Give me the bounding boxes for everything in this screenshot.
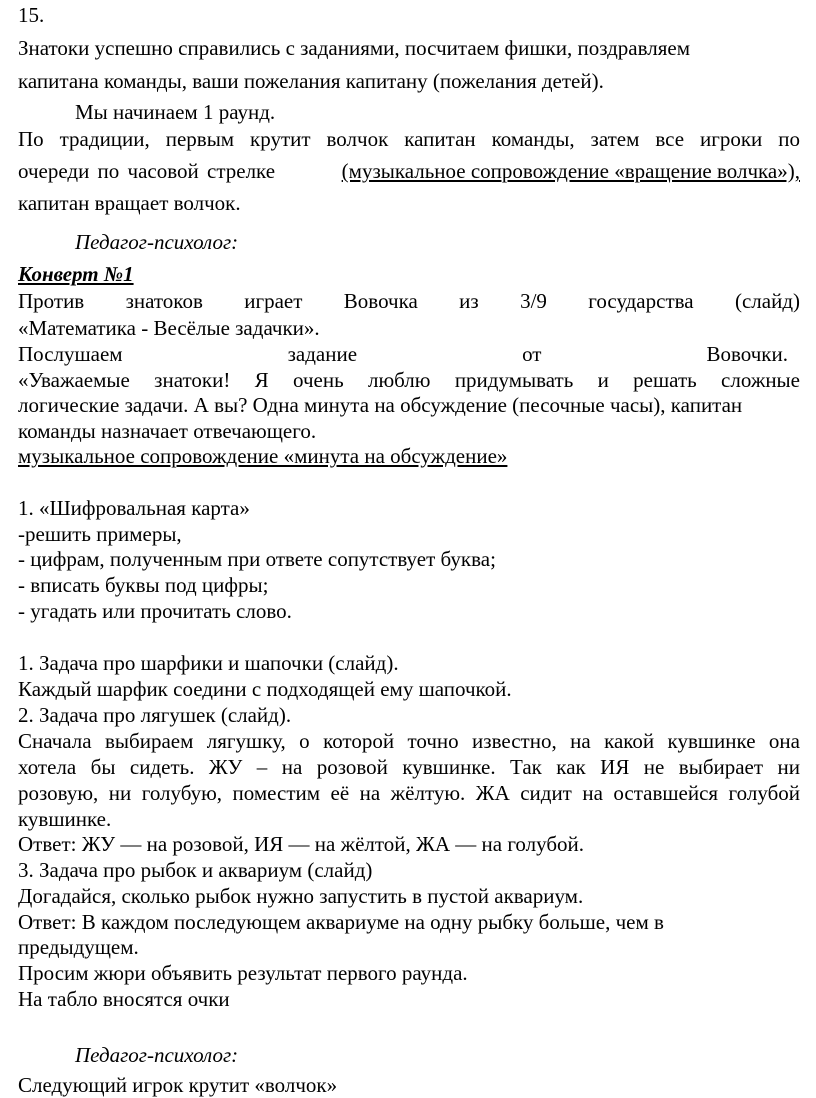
intro-line-2: капитана команды, ваши пожелания капитану (пожелания детей). — [18, 69, 604, 93]
task2-line-3: розовую, ни голубую, поместим её на жёлтую. ЖА сидит на оставшейся голубой — [18, 781, 800, 805]
speaker-label-1: Педагог-психолог: — [75, 230, 239, 254]
cipher-step: -решить примеры, — [18, 522, 182, 546]
envelope-title: Конверт №1 — [18, 262, 134, 286]
against-line-1: Против знатоков играет Вовочка из 3/9 государства (слайд) — [18, 289, 800, 313]
tradition-line-2-text: очереди по часовой стрелке — [18, 159, 276, 183]
score-line: На табло вносятся очки — [18, 987, 230, 1011]
task2-answer: Ответ: ЖУ — на розовой, ИЯ — на жёлтой, ЖА — на голубой. — [18, 832, 585, 856]
jury-line: Просим жюри объявить результат первого раунда. — [18, 961, 468, 985]
task2-line-1: Сначала выбираем лягушку, о которой точно известно, на какой кувшинке она — [18, 729, 800, 753]
tradition-line-1: По традиции, первым крутит волчок капитан команды, затем все игроки по — [18, 127, 800, 151]
round-start: Мы начинаем 1 раунд. — [75, 100, 276, 124]
task1-text: Каждый шарфик соедини с подходящей ему шапочкой. — [18, 677, 512, 701]
cipher-step: - цифрам, полученным при ответе сопутствует буква; — [18, 547, 496, 571]
section-number: 15. — [18, 3, 45, 27]
task1-title: 1. Задача про шарфики и шапочки (слайд). — [18, 651, 399, 675]
intro-line-1: Знатоки успешно справились с заданиями, посчитаем фишки, поздравляем — [18, 36, 690, 60]
music-accompaniment-spin: (музыкальное сопровождение «вращение волчка»), — [341, 159, 800, 183]
task2-line-4: кувшинке. — [18, 807, 112, 831]
music-minute-discussion: музыкальное сопровождение «минута на обсуждение» — [18, 444, 508, 468]
cipher-step: - угадать или прочитать слово. — [18, 599, 292, 623]
quote-line-1: «Уважаемые знатоки! Я очень люблю придумывать и решать сложные — [18, 368, 800, 392]
listen-line: Послушаем задание от Вовочки. — [18, 342, 788, 366]
next-player-line: Следующий игрок крутит «волчок» — [18, 1073, 338, 1097]
task2-title: 2. Задача про лягушек (слайд). — [18, 703, 292, 727]
quote-line-2: логические задачи. А вы? Одна минута на обсуждение (песочные часы), капитан — [18, 393, 743, 417]
task3-title: 3. Задача про рыбок и аквариум (слайд) — [18, 858, 373, 882]
task3-answer-line-2: предыдущем. — [18, 935, 139, 959]
quote-line-3: команды назначает отвечающего. — [18, 419, 317, 443]
cipher-title: 1. «Шифровальная карта» — [18, 496, 250, 520]
task3-answer-line-1: Ответ: В каждом последующем аквариуме на одну рыбку больше, чем в — [18, 910, 664, 934]
tradition-line-2 — [18, 158, 800, 184]
task3-text: Догадайся, сколько рыбок нужно запустить в пустой аквариум. — [18, 884, 584, 908]
against-line-2: «Математика - Весёлые задачки». — [18, 316, 320, 340]
cipher-step: - вписать буквы под цифры; — [18, 573, 269, 597]
tradition-line-3: капитан вращает волчок. — [18, 191, 241, 215]
task2-line-2: хотела бы сидеть. ЖУ – на розовой кувшинке. Так как ИЯ не выбирает ни — [18, 755, 800, 779]
speaker-label-2: Педагог-психолог: — [75, 1043, 239, 1067]
